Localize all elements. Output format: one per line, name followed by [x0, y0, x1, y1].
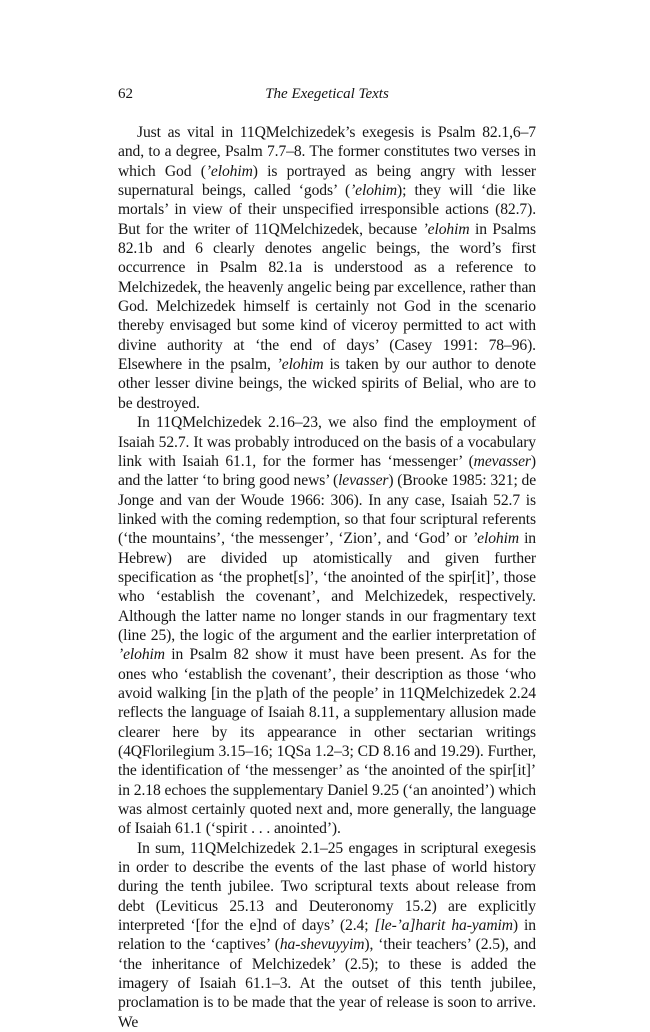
text-run: in Hebrew) are divided up atomistically and given further specification as ‘the prophet[s]’, ‘the anointed of the spir[it]’, those who ‘establish the covenant’, and Melchizedek, respectively. Although the latter name no longer stands in our fragmentary text (line 25), the logic of the argument and the earlier interpretation of	[118, 530, 537, 644]
text-run: in Psalms 82.1b and 6 clearly denotes angelic beings, the word’s first occurrence in Psalm 82.1a is understood as a reference to Melchizedek, the heavenly angelic being par excellence, rather than God. Melchizedek himself is certainly not God in the scenario thereby envisaged but some kind of viceroy permitted to act with divine authority at ‘the end of days’ (Casey 1991: 78–96). Elsewhere in the psalm,	[118, 220, 536, 374]
paragraph-isaiah-52	[118, 413, 536, 839]
italic-term: [le-’a]harit ha-yamim	[374, 917, 513, 935]
text-run: in Psalm 82 show it must have been present. As for the ones who ‘establish the covenant’, their description as those ‘who avoid walking [in the p]ath of the people’ in 11QMelchizedek 2.24 reflects the language of Isaiah 8.11, a supplementary allusion made clearer here by its appearance in other sectarian writings (4QFlorilegium 3.15–16; 1QSa 1.2–3; CD 8.16 and 19.29). Further, the identification of ‘the messenger’ as ‘the anointed of the spir[it]’ in 2.18 echoes the supplementary Daniel 9.25 (‘an anointed’) which was almost certainly quoted next and, more generally, the language of Isaiah 61.1 (‘spirit . . . anointed’).	[118, 646, 536, 838]
italic-term: levasser	[338, 472, 389, 490]
running-head: The Exegetical Texts	[265, 86, 389, 102]
page-number: 62	[118, 86, 133, 102]
italic-term: ’elohim	[118, 646, 165, 664]
paragraph-in-sum	[118, 839, 536, 1032]
italic-term: ’elohim	[422, 220, 470, 238]
italic-term: mevasser	[473, 452, 531, 470]
italic-term: ’elohim	[276, 356, 324, 374]
italic-term: ’elohim	[472, 530, 520, 548]
text-run: Just as vital in 11QMelchizedek’s exegesis is Psalm 82.1,6–7 and, to a degree, Psalm 7.7–8. The former constitutes two verses in which God (	[118, 124, 536, 180]
italic-term: ’elohim	[205, 162, 253, 180]
paragraph-psalm-82	[118, 123, 536, 413]
text-run: ) and the latter ‘to bring good news’ (	[118, 452, 536, 490]
italic-term: ’elohim	[350, 182, 398, 200]
text-run: ) is portrayed as being angry with lesser supernatural beings, called ‘gods’ (	[118, 162, 536, 200]
page-header	[118, 84, 536, 106]
body-text	[118, 123, 536, 1032]
text-run: ), ‘their teachers’ (2.5), and ‘the inheritance of Melchizedek’ (2.5); to these is added the imagery of Isaiah 61.1–3. At the outset of this tenth jubilee, proclamation is to be made that the year of release is soon to arrive. We	[118, 936, 536, 1031]
text-run: is taken by our author to denote other lesser divine beings, the wicked spirits of Belial, who are to be destroyed.	[118, 356, 536, 412]
italic-term: ha-shevuyyim	[279, 936, 365, 954]
text-run: In sum, 11QMelchizedek 2.1–25 engages in scriptural exegesis in order to describe the events of the last phase of world history during the tenth jubilee. Two scriptural texts about release from debt (Leviticus 25.13 and Deuteronomy 15.2) are explicitly interpreted ‘[for the e]nd of days’ (2.4;	[118, 839, 536, 935]
text-run: ) in relation to the ‘captives’ (	[118, 917, 536, 954]
text-run: ) (Brooke 1985: 321; de Jonge and van der Woude 1966: 306). In any case, Isaiah 52.7 is linked with the coming redemption, so that four scriptural referents (‘the mountains’, ‘the messenger’, ‘Zion’, and ‘God’ or	[118, 472, 537, 548]
text-run: In 11QMelchizedek 2.16–23, we also find the employment of Isaiah 52.7. It was probably introduced on the basis of a vocabulary link with Isaiah 61.1, for the former has ‘messenger’ (	[118, 414, 536, 470]
text-run: ); they will ‘die like mortals’ in view of their unspecified irresponsible actions (82.7). But for the writer of 11QMelchizedek, because	[118, 182, 536, 238]
